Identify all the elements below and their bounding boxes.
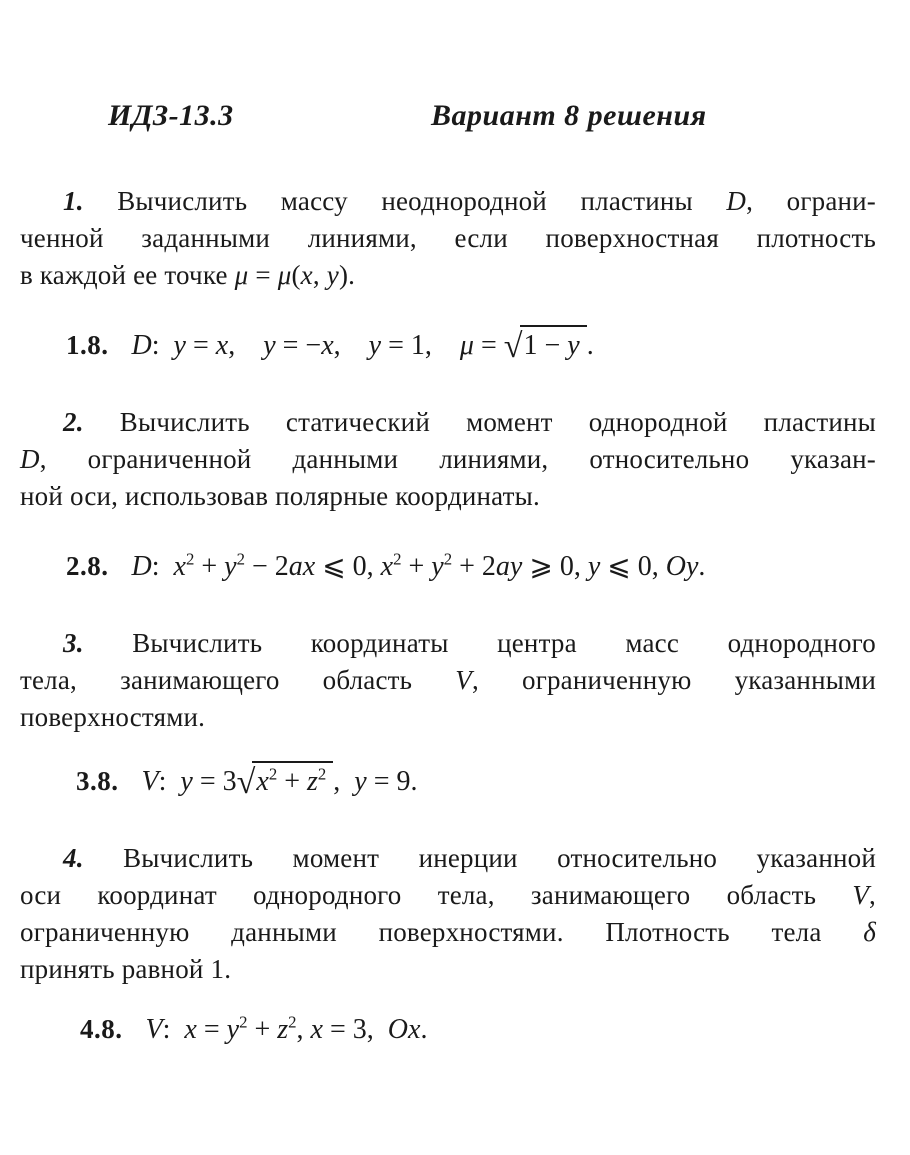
problem-3 [20,625,876,807]
problem-2-statement: 2. Вычислить статический момент однородной пластины D, ограниченной данными линиями, относительно указан- ной оси, использовав полярные координаты. [20,407,876,511]
variant-title: Вариант 8 решения [431,99,707,132]
problem-4-task [80,1004,876,1055]
task-1-8-label: 1.8. [66,330,109,360]
problem-2-task [66,541,876,592]
task-3-8-formula: V: $y = 3√x^2 + z^2$ , y = 9. [142,766,418,797]
assignment-title: ИДЗ-13.3 [108,99,234,132]
task-2-8-formula: D: $x^2 + y^2 - 2ax$ ⩽ 0, $x^2 + y^2 + 2ay$ ⩾ 0, y ⩽ 0, Oy. [131,549,706,582]
document-header [108,99,876,133]
problem-2 [20,404,876,592]
task-3-8-label: 3.8. [76,766,119,796]
problem-4-statement: 4. Вычислить момент инерции относительно указанной оси координат однородного тела, занимающего область V, ограниченную данными поверхностями. Плотность тела δ принять равной 1. [20,843,876,984]
problem-3-statement: 3. Вычислить координаты центра масс однородного тела, занимающего область V, ограниченную указанными поверхностями. [20,628,876,732]
task-1-8-formula: D: y = x, y = −x, y = 1, μ = √1 − y . [132,330,594,361]
task-4-8-label: 4.8. [80,1014,123,1044]
problem-1-task [66,320,876,371]
problem-1 [20,183,876,371]
problem-3-task [76,756,876,807]
task-2-8-label: 2.8. [66,551,109,581]
task-4-8-formula: V: $x = y^2 + z^2$, x = 3, Ox. [145,1012,428,1045]
problem-4 [20,840,876,1055]
problem-1-statement: 1. Вычислить массу неоднородной пластины D, ограни- ченной заданными линиями, если поверхностная плотность в каждой ее точке μ = μ(x, y). [20,186,876,290]
